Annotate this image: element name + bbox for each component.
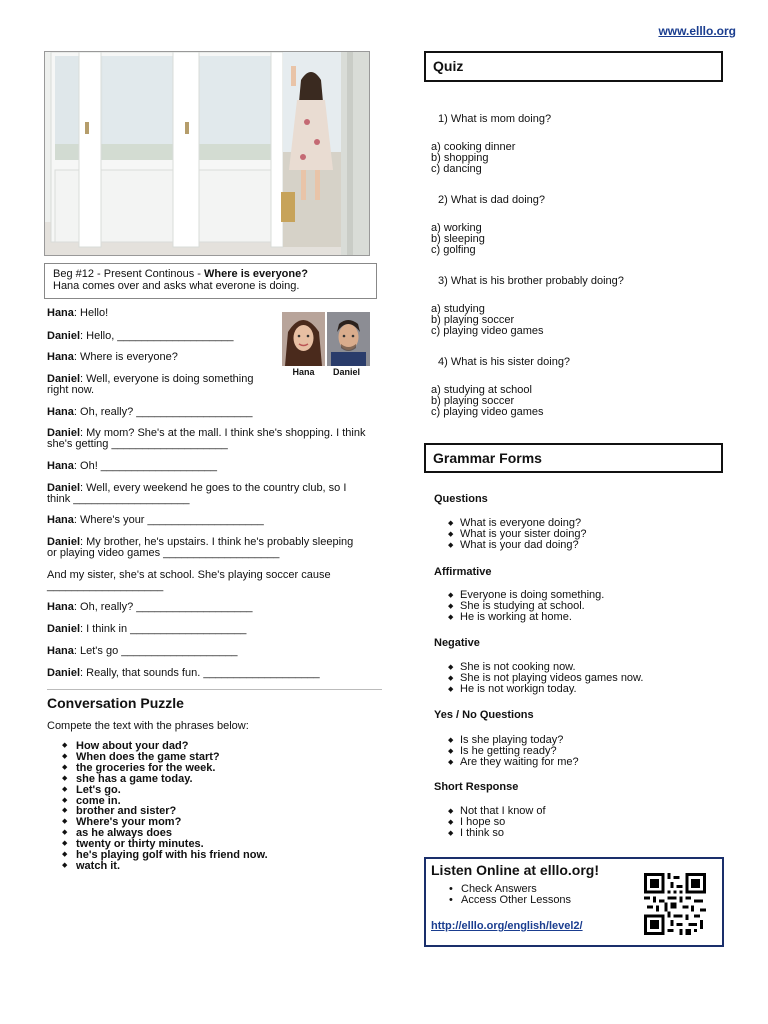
lesson-prefix: Beg #12 - Present Continous -	[53, 268, 205, 280]
grammar-list	[448, 590, 604, 623]
quiz-question: 1) What is mom doing?	[438, 113, 552, 125]
quiz-options: a) working b) sleeping c) golfing	[431, 222, 485, 256]
dialog-line: Daniel: I think in ___________________	[47, 623, 247, 635]
lesson-title: Where is everyone?	[204, 268, 308, 280]
grammar-heading: Questions	[434, 493, 488, 505]
list-item: ◆ He is not workign today.	[448, 684, 643, 695]
list-item: ◆ brother and sister?	[62, 806, 268, 817]
list-item: ◆ as he always does	[62, 828, 268, 839]
list-item: ◆ the groceries for the week.	[62, 763, 268, 774]
list-item: ◆ What is everyone doing?	[448, 518, 587, 529]
dialog-line: Daniel: Well, everyone is doing something right now.	[47, 373, 254, 396]
list-item: ◆ I think so	[448, 828, 546, 839]
list-item: ◆ twenty or thirty minutes.	[62, 839, 268, 850]
list-item: ◆ He is working at home.	[448, 612, 604, 623]
dialog-line: Hana: Where's your ___________________	[47, 514, 264, 526]
list-item: ◆ come in.	[62, 796, 268, 807]
listen-title: Listen Online at elllo.org!	[431, 862, 600, 878]
quiz-question: 3) What is his brother probably doing?	[438, 275, 624, 287]
list-item: ◆ I hope so	[448, 817, 546, 828]
grammar-heading: Yes / No Questions	[434, 709, 534, 721]
section-divider	[47, 689, 382, 690]
dialog-line: Hana: Hello!	[47, 307, 109, 319]
grammar-list	[448, 735, 579, 768]
list-item: ◆ watch it.	[62, 861, 268, 872]
grammar-heading: Negative	[434, 637, 480, 649]
lesson-title-box	[44, 263, 377, 299]
quiz-question: 2) What is dad doing?	[438, 194, 546, 206]
list-item: ◆ How about your dad?	[62, 741, 268, 752]
grammar-list	[448, 806, 546, 839]
list-item: ◆ he's playing golf with his friend now.	[62, 850, 268, 861]
quiz-question: 4) What is his sister doing?	[438, 356, 571, 368]
dialog-line: Daniel: Hello, ___________________	[47, 330, 234, 342]
hana-avatar	[282, 312, 325, 366]
grammar-list	[448, 518, 587, 551]
list-item: ◆ Where's your mom?	[62, 817, 268, 828]
list-item: ◆ She is not playing videos games now.	[448, 673, 643, 684]
dialog-line: Hana: Oh, really? ___________________	[47, 601, 253, 613]
phrase-list	[62, 741, 268, 872]
grammar-header: Grammar Forms	[424, 443, 723, 473]
list-item: ◆ Is he getting ready?	[448, 746, 579, 757]
dialog-line: And my sister, she's at school. She's playing soccer cause ___________________	[47, 569, 331, 592]
speaker-avatars	[282, 312, 370, 377]
level-link[interactable]: http://elllo.org/english/level2/	[431, 920, 583, 932]
list-item: ◆ She is studying at school.	[448, 601, 604, 612]
list-item: ◆ Everyone is doing something.	[448, 590, 604, 601]
list-item: ◆ Let's go.	[62, 785, 268, 796]
list-item: ◆ Are they waiting for me?	[448, 757, 579, 768]
quiz-options: a) studying at school b) playing soccer c) playing video games	[431, 384, 544, 418]
list-item: ◆ she has a game today.	[62, 774, 268, 785]
grammar-heading: Short Response	[434, 781, 519, 793]
quiz-header: Quiz	[424, 51, 723, 82]
dialog-line: Hana: Oh! ___________________	[47, 460, 218, 472]
list-item: ◆ Is she playing today?	[448, 735, 579, 746]
qr-code-icon	[642, 873, 708, 935]
lesson-description: Hana comes over and asks what everone is doing.	[53, 280, 300, 292]
dialog-line: Hana: Let's go ___________________	[47, 645, 238, 657]
list-item: ◆ What is your sister doing?	[448, 529, 587, 540]
grammar-list	[448, 662, 643, 695]
list-item: • Check Answers	[449, 884, 717, 895]
site-link[interactable]: www.elllo.org	[658, 24, 736, 38]
lesson-photo	[44, 51, 370, 256]
dialog-line: Daniel: My mom? She's at the mall. I think she's shopping. I think she's getting ___________________	[47, 427, 366, 450]
grammar-heading: Affirmative	[434, 566, 492, 578]
list-item: ◆ Not that I know of	[448, 806, 546, 817]
list-item: ◆ What is your dad doing?	[448, 540, 587, 551]
dialog-line: Daniel: My brother, he's upstairs. I think he's probably sleeping or playing video games ___________________	[47, 536, 354, 559]
daniel-avatar	[327, 312, 370, 366]
dialog-line: Daniel: Well, every weekend he goes to the country club, so I think ___________________	[47, 482, 347, 505]
quiz-options: a) cooking dinner b) shopping c) dancing	[431, 141, 516, 175]
quiz-options: a) studying b) playing soccer c) playing video games	[431, 303, 544, 337]
list-item: ◆ She is not cooking now.	[448, 662, 643, 673]
listen-online-box	[424, 857, 724, 947]
dialog-line: Hana: Oh, really? ___________________	[47, 406, 253, 418]
dialog-line: Hana: Where is everyone?	[47, 351, 178, 363]
list-item: ◆ When does the game start?	[62, 752, 268, 763]
puzzle-title: Conversation Puzzle	[47, 695, 184, 711]
list-item: • Access Other Lessons	[449, 895, 717, 906]
dialog-line: Daniel: Really, that sounds fun. ___________________	[47, 667, 320, 679]
hana-avatar-label: Hana	[292, 367, 315, 377]
daniel-avatar-label: Daniel	[332, 367, 360, 377]
puzzle-instruction: Compete the text with the phrases below:	[47, 720, 249, 732]
